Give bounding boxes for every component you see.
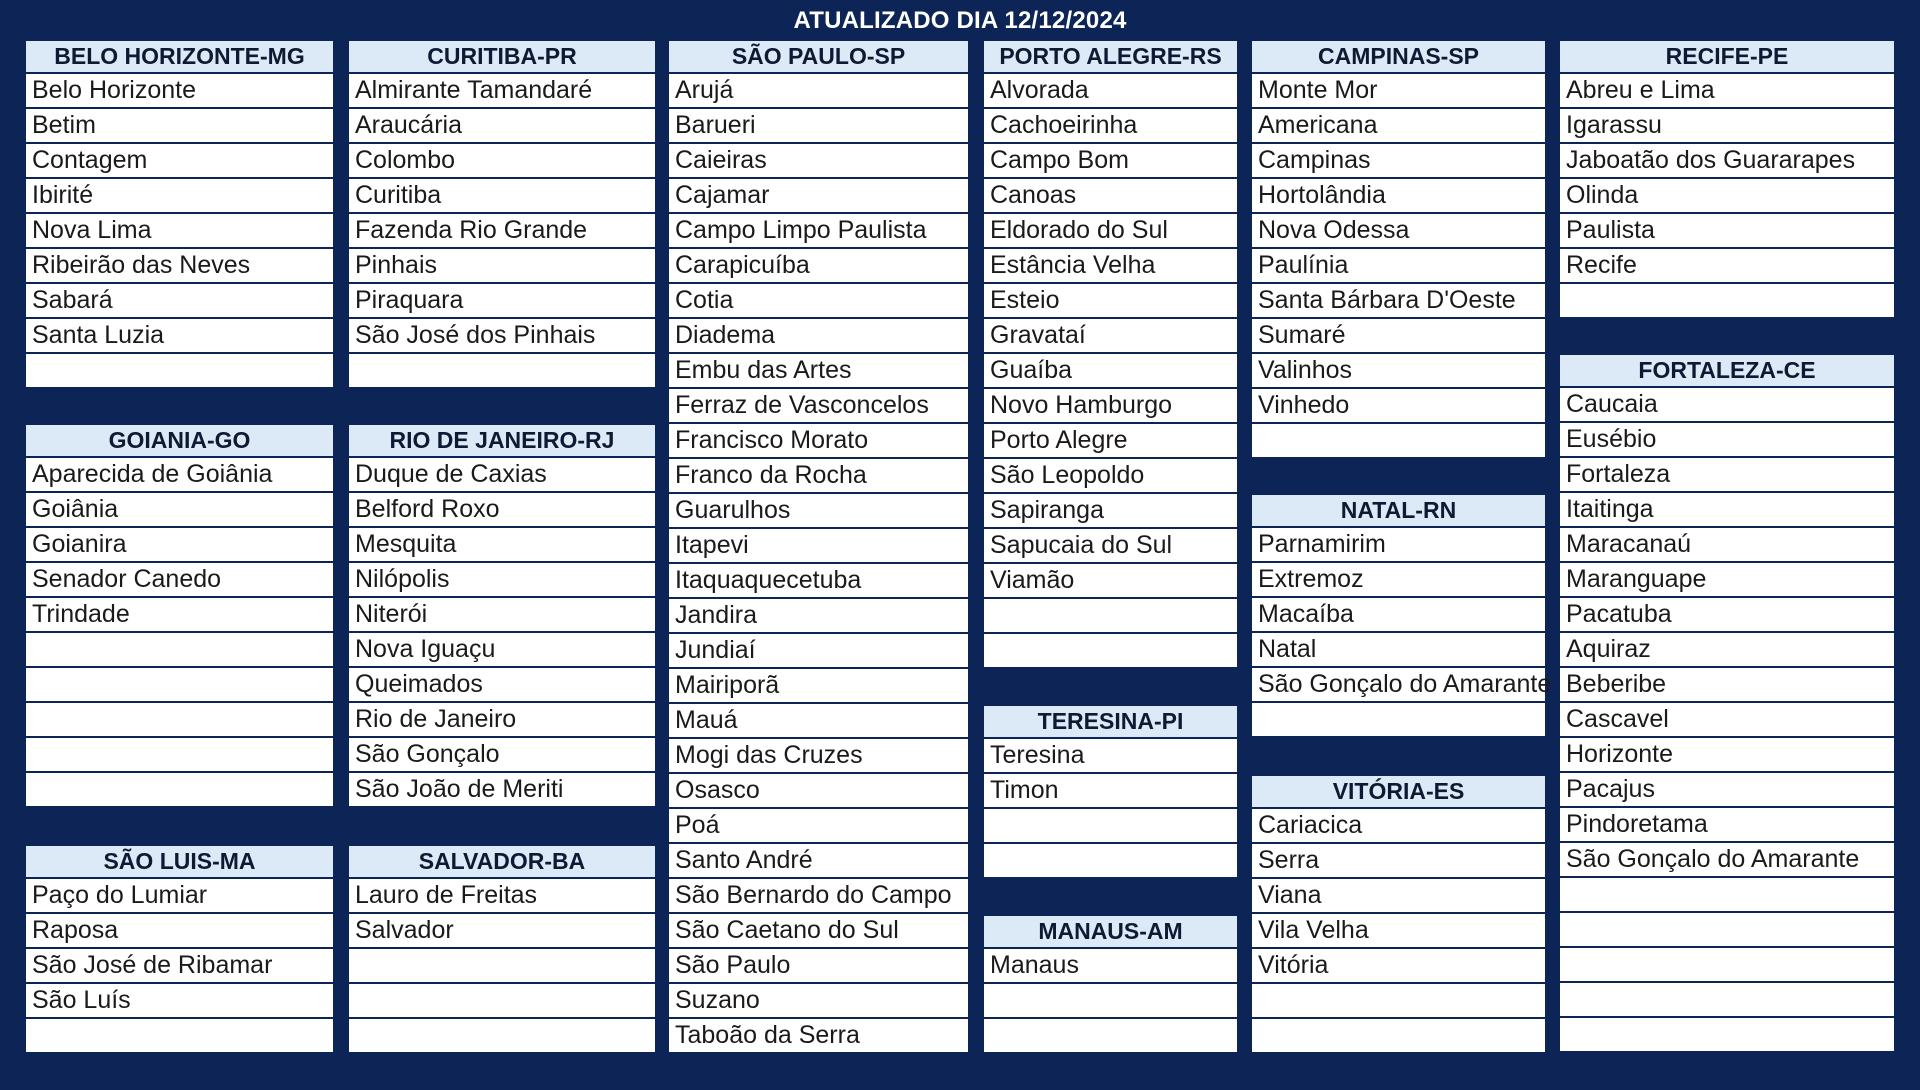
city-cell: Igarassu bbox=[1560, 109, 1894, 144]
city-cell: Colombo bbox=[349, 144, 655, 179]
city-cell bbox=[26, 668, 333, 703]
city-cell bbox=[26, 738, 333, 773]
city-cell: Alvorada bbox=[984, 74, 1237, 109]
city-cell: Novo Hamburgo bbox=[984, 389, 1237, 424]
city-cell: São José de Ribamar bbox=[26, 949, 333, 984]
city-cell bbox=[1560, 948, 1894, 983]
city-table-porto-alegre bbox=[984, 41, 1237, 667]
city-cell: Embu das Artes bbox=[669, 354, 968, 389]
city-cell: São Gonçalo bbox=[349, 738, 655, 773]
city-cell bbox=[1560, 878, 1894, 913]
city-cell: Curitiba bbox=[349, 179, 655, 214]
city-cell: Mogi das Cruzes bbox=[669, 739, 968, 774]
city-cell: São Bernardo do Campo bbox=[669, 879, 968, 914]
city-cell: Diadema bbox=[669, 319, 968, 354]
city-cell: São João de Meriti bbox=[349, 773, 655, 806]
city-table-fortaleza bbox=[1560, 355, 1894, 1051]
city-cell: Mairiporã bbox=[669, 669, 968, 704]
city-cell: Natal bbox=[1252, 633, 1545, 668]
city-cell bbox=[1560, 1018, 1894, 1051]
city-cell: Queimados bbox=[349, 668, 655, 703]
table-header: NATAL-RN bbox=[1252, 495, 1545, 528]
city-cell: São Paulo bbox=[669, 949, 968, 984]
city-cell: Caieiras bbox=[669, 144, 968, 179]
city-cell: Ibirité bbox=[26, 179, 333, 214]
city-cell: Francisco Morato bbox=[669, 424, 968, 459]
city-cell bbox=[349, 1019, 655, 1052]
city-cell bbox=[26, 773, 333, 806]
city-cell: Serra bbox=[1252, 844, 1545, 879]
city-cell bbox=[984, 809, 1237, 844]
table-header: FORTALEZA-CE bbox=[1560, 355, 1894, 388]
city-cell: Itaitinga bbox=[1560, 493, 1894, 528]
city-cell bbox=[1252, 984, 1545, 1019]
city-cell: Itapevi bbox=[669, 529, 968, 564]
city-cell: São Gonçalo do Amarante bbox=[1560, 843, 1894, 878]
city-table-vitoria bbox=[1252, 776, 1545, 1052]
city-cell bbox=[1252, 1019, 1545, 1052]
table-header: TERESINA-PI bbox=[984, 706, 1237, 739]
city-table-belo-horizonte bbox=[26, 41, 333, 387]
city-cell: Vitória bbox=[1252, 949, 1545, 984]
table-header: RECIFE-PE bbox=[1560, 41, 1894, 74]
city-cell: Sumaré bbox=[1252, 319, 1545, 354]
city-cell: Aquiraz bbox=[1560, 633, 1894, 668]
city-cell: Guaíba bbox=[984, 354, 1237, 389]
city-cell: Esteio bbox=[984, 284, 1237, 319]
city-cell: Mauá bbox=[669, 704, 968, 739]
city-cell bbox=[26, 1019, 333, 1052]
city-cell: Gravataí bbox=[984, 319, 1237, 354]
city-table-curitiba bbox=[349, 41, 655, 387]
city-cell: Pinhais bbox=[349, 249, 655, 284]
city-cell: São Luís bbox=[26, 984, 333, 1019]
city-cell: Goianira bbox=[26, 528, 333, 563]
city-table-campinas bbox=[1252, 41, 1545, 457]
table-header: GOIANIA-GO bbox=[26, 425, 333, 458]
city-cell: Hortolândia bbox=[1252, 179, 1545, 214]
city-cell: Macaíba bbox=[1252, 598, 1545, 633]
city-cell: Cachoeirinha bbox=[984, 109, 1237, 144]
city-cell: Campo Bom bbox=[984, 144, 1237, 179]
city-cell: Timon bbox=[984, 774, 1237, 809]
city-cell: Santo André bbox=[669, 844, 968, 879]
table-header: MANAUS-AM bbox=[984, 916, 1237, 949]
city-cell: Cajamar bbox=[669, 179, 968, 214]
city-table-teresina bbox=[984, 706, 1237, 877]
city-cell: Lauro de Freitas bbox=[349, 879, 655, 914]
city-table-recife bbox=[1560, 41, 1894, 317]
city-cell bbox=[984, 599, 1237, 634]
city-cell: Belo Horizonte bbox=[26, 74, 333, 109]
city-cell: Raposa bbox=[26, 914, 333, 949]
city-cell: Eusébio bbox=[1560, 423, 1894, 458]
city-cell: Pacatuba bbox=[1560, 598, 1894, 633]
city-cell: Carapicuíba bbox=[669, 249, 968, 284]
city-cell: Beberibe bbox=[1560, 668, 1894, 703]
table-header: SÃO PAULO-SP bbox=[669, 41, 968, 74]
city-cell bbox=[26, 354, 333, 387]
city-cell: Arujá bbox=[669, 74, 968, 109]
city-table-sao-luis bbox=[26, 846, 333, 1052]
city-cell: Barueri bbox=[669, 109, 968, 144]
city-cell: Pacajus bbox=[1560, 773, 1894, 808]
city-cell: Campinas bbox=[1252, 144, 1545, 179]
city-cell bbox=[984, 844, 1237, 877]
table-header: CURITIBA-PR bbox=[349, 41, 655, 74]
city-cell: Nova Iguaçu bbox=[349, 633, 655, 668]
city-cell: Nova Lima bbox=[26, 214, 333, 249]
city-cell: Fazenda Rio Grande bbox=[349, 214, 655, 249]
city-cell: Recife bbox=[1560, 249, 1894, 284]
city-cell: Jundiaí bbox=[669, 634, 968, 669]
city-cell: Cotia bbox=[669, 284, 968, 319]
city-cell: Sapiranga bbox=[984, 494, 1237, 529]
city-cell: Eldorado do Sul bbox=[984, 214, 1237, 249]
city-cell: Betim bbox=[26, 109, 333, 144]
city-cell: Trindade bbox=[26, 598, 333, 633]
city-cell: Estância Velha bbox=[984, 249, 1237, 284]
table-header: VITÓRIA-ES bbox=[1252, 776, 1545, 809]
city-cell: Santa Luzia bbox=[26, 319, 333, 354]
city-cell bbox=[984, 634, 1237, 667]
city-cell: São José dos Pinhais bbox=[349, 319, 655, 354]
city-cell: Paulista bbox=[1560, 214, 1894, 249]
city-cell: Caucaia bbox=[1560, 388, 1894, 423]
page-title: ATUALIZADO DIA 12/12/2024 bbox=[793, 7, 1127, 34]
city-cell: Mesquita bbox=[349, 528, 655, 563]
city-cell: Poá bbox=[669, 809, 968, 844]
city-cell: Salvador bbox=[349, 914, 655, 949]
city-cell: Campo Limpo Paulista bbox=[669, 214, 968, 249]
city-cell: Goiânia bbox=[26, 493, 333, 528]
city-cell bbox=[349, 354, 655, 387]
city-cell: Vila Velha bbox=[1252, 914, 1545, 949]
table-header: PORTO ALEGRE-RS bbox=[984, 41, 1237, 74]
city-cell bbox=[1252, 424, 1545, 457]
city-cell: Valinhos bbox=[1252, 354, 1545, 389]
city-cell: Duque de Caxias bbox=[349, 458, 655, 493]
city-cell: Niterói bbox=[349, 598, 655, 633]
city-cell: Ferraz de Vasconcelos bbox=[669, 389, 968, 424]
city-cell: Monte Mor bbox=[1252, 74, 1545, 109]
table-header: BELO HORIZONTE-MG bbox=[26, 41, 333, 74]
city-table-goiania bbox=[26, 425, 333, 806]
city-cell: Abreu e Lima bbox=[1560, 74, 1894, 109]
city-cell: Sapucaia do Sul bbox=[984, 529, 1237, 564]
table-header: RIO DE JANEIRO-RJ bbox=[349, 425, 655, 458]
city-cell: Almirante Tamandaré bbox=[349, 74, 655, 109]
city-cell: Americana bbox=[1252, 109, 1545, 144]
city-cell bbox=[26, 633, 333, 668]
city-cell: Santa Bárbara D'Oeste bbox=[1252, 284, 1545, 319]
city-cell: Pindoretama bbox=[1560, 808, 1894, 843]
city-cell: Suzano bbox=[669, 984, 968, 1019]
city-cell: Jandira bbox=[669, 599, 968, 634]
city-cell: Araucária bbox=[349, 109, 655, 144]
city-cell: Cascavel bbox=[1560, 703, 1894, 738]
city-cell: Fortaleza bbox=[1560, 458, 1894, 493]
city-cell bbox=[1560, 913, 1894, 948]
city-cell: Olinda bbox=[1560, 179, 1894, 214]
city-cell: Taboão da Serra bbox=[669, 1019, 968, 1052]
city-cell: Ribeirão das Neves bbox=[26, 249, 333, 284]
table-header: SÃO LUIS-MA bbox=[26, 846, 333, 879]
city-cell: Manaus bbox=[984, 949, 1237, 984]
city-cell bbox=[1560, 983, 1894, 1018]
city-table-natal bbox=[1252, 495, 1552, 736]
city-cell: Sabará bbox=[26, 284, 333, 319]
city-cell: Rio de Janeiro bbox=[349, 703, 655, 738]
city-cell: Paulínia bbox=[1252, 249, 1545, 284]
city-cell: São Leopoldo bbox=[984, 459, 1237, 494]
city-cell bbox=[984, 1019, 1237, 1052]
city-cell bbox=[26, 703, 333, 738]
city-cell bbox=[1252, 703, 1545, 736]
city-cell: Nova Odessa bbox=[1252, 214, 1545, 249]
city-cell: Paço do Lumiar bbox=[26, 879, 333, 914]
table-header: SALVADOR-BA bbox=[349, 846, 655, 879]
city-cell: São Caetano do Sul bbox=[669, 914, 968, 949]
city-cell: Itaquaquecetuba bbox=[669, 564, 968, 599]
city-cell: Osasco bbox=[669, 774, 968, 809]
city-cell: Maracanaú bbox=[1560, 528, 1894, 563]
city-cell: Jaboatão dos Guararapes bbox=[1560, 144, 1894, 179]
city-cell: Senador Canedo bbox=[26, 563, 333, 598]
city-cell: Viamão bbox=[984, 564, 1237, 599]
city-table-salvador bbox=[349, 846, 655, 1052]
city-table-sao-paulo bbox=[669, 41, 968, 1052]
city-cell: Franco da Rocha bbox=[669, 459, 968, 494]
city-cell: Canoas bbox=[984, 179, 1237, 214]
city-cell: Vinhedo bbox=[1252, 389, 1545, 424]
city-cell bbox=[984, 984, 1237, 1019]
city-cell: Maranguape bbox=[1560, 563, 1894, 598]
city-cell bbox=[349, 949, 655, 984]
city-cell bbox=[1560, 284, 1894, 317]
city-cell: Viana bbox=[1252, 879, 1545, 914]
city-table-rio-de-janeiro bbox=[349, 425, 655, 806]
city-cell: Contagem bbox=[26, 144, 333, 179]
city-cell: Teresina bbox=[984, 739, 1237, 774]
city-cell: Belford Roxo bbox=[349, 493, 655, 528]
city-cell: Porto Alegre bbox=[984, 424, 1237, 459]
city-cell: São Gonçalo do Amarante bbox=[1252, 668, 1545, 703]
city-cell: Guarulhos bbox=[669, 494, 968, 529]
city-cell bbox=[349, 984, 655, 1019]
city-cell: Parnamirim bbox=[1252, 528, 1545, 563]
city-cell: Horizonte bbox=[1560, 738, 1894, 773]
city-cell: Nilópolis bbox=[349, 563, 655, 598]
city-cell: Piraquara bbox=[349, 284, 655, 319]
city-cell: Aparecida de Goiânia bbox=[26, 458, 333, 493]
table-header: CAMPINAS-SP bbox=[1252, 41, 1545, 74]
city-cell: Extremoz bbox=[1252, 563, 1545, 598]
city-table-manaus bbox=[984, 916, 1237, 1052]
city-cell: Cariacica bbox=[1252, 809, 1545, 844]
